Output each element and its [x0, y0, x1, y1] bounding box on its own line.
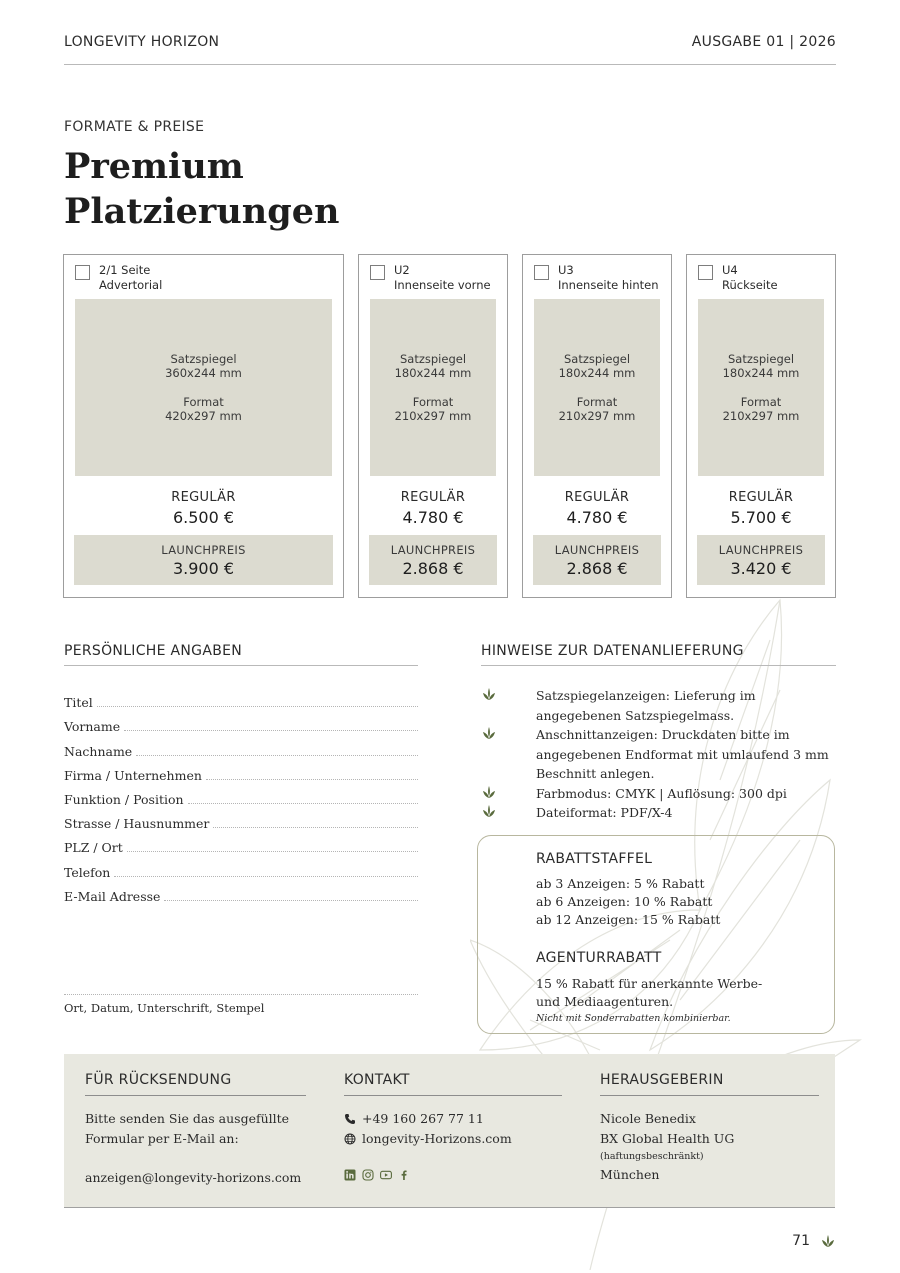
- phone-icon: [344, 1113, 356, 1125]
- contact-heading: KONTAKT: [344, 1072, 562, 1096]
- hints-heading: HINWEISE ZUR DATENANLIEFERUNG: [481, 643, 836, 666]
- launch-price-box: LAUNCHPREIS 2.868 €: [533, 535, 661, 585]
- select-checkbox[interactable]: [370, 265, 385, 280]
- page-number: [792, 1233, 836, 1249]
- card-label: 2/1 Seite Advertorial: [99, 263, 163, 292]
- regular-price: 4.780 €: [402, 508, 464, 527]
- youtube-icon[interactable]: [380, 1169, 392, 1181]
- leaf-bullet-icon: [481, 803, 497, 819]
- format-preview: Satzspiegel 360x244 mm Format 420x297 mm: [75, 299, 332, 476]
- card-label: U3 Innenseite hinten: [558, 263, 659, 292]
- hint-item: Farbmodus: CMYK | Auflösung: 300 dpi: [481, 784, 836, 804]
- page-title: [64, 144, 339, 234]
- publisher-legal-form: (haftungsbeschränkt): [600, 1151, 704, 1162]
- field-firma[interactable]: Firma / Unternehmen: [64, 759, 418, 783]
- field-telefon[interactable]: Telefon: [64, 855, 418, 879]
- personal-fields: [64, 686, 418, 904]
- card-label: U4 Rückseite: [722, 263, 778, 292]
- agency-note: Nicht mit Sonderrabatten kombinierbar.: [536, 1013, 731, 1024]
- regular-price: 5.700 €: [730, 508, 792, 527]
- phone-row[interactable]: [344, 1109, 562, 1129]
- publisher-name: Nicole Benedix: [600, 1111, 696, 1126]
- agency-line: 15 % Rabatt für anerkannte Werbe-: [536, 976, 763, 991]
- magazine-name: LONGEVITY HORIZON: [64, 34, 220, 50]
- website-link: longevity-Horizons.com: [362, 1131, 512, 1146]
- format-preview: Satzspiegel 180x244 mm Format 210x297 mm: [698, 299, 824, 476]
- launch-price-box: LAUNCHPREIS 3.900 €: [74, 535, 333, 585]
- facebook-icon[interactable]: [398, 1169, 410, 1181]
- format-preview: Satzspiegel 180x244 mm Format 210x297 mm: [534, 299, 660, 476]
- launch-price-box: LAUNCHPREIS 3.420 €: [697, 535, 825, 585]
- regular-label: REGULÄR: [564, 490, 630, 505]
- return-heading: FÜR RÜCKSENDUNG: [85, 1072, 306, 1096]
- publisher-heading: HERAUSGEBERIN: [600, 1072, 819, 1096]
- return-text: Formular per E-Mail an:: [85, 1131, 239, 1146]
- phone-number: +49 160 267 77 11: [362, 1111, 484, 1126]
- signature-line[interactable]: [64, 994, 418, 995]
- field-plz-ort[interactable]: PLZ / Ort: [64, 831, 418, 855]
- return-column: [85, 1072, 306, 1188]
- format-card-u2[interactable]: [358, 254, 508, 598]
- instagram-icon[interactable]: [362, 1169, 374, 1181]
- website-row[interactable]: [344, 1129, 562, 1149]
- regular-label: REGULÄR: [400, 490, 466, 505]
- page-number-text: 71: [792, 1233, 810, 1249]
- launch-price-box: LAUNCHPREIS 2.868 €: [369, 535, 497, 585]
- regular-label: REGULÄR: [171, 490, 236, 505]
- agency-heading: AGENTURRABATT: [536, 950, 662, 966]
- regular-label: REGULÄR: [728, 490, 794, 505]
- field-nachname[interactable]: Nachname: [64, 734, 418, 758]
- personal-heading: PERSÖNLICHE ANGABEN: [64, 643, 418, 666]
- field-strasse[interactable]: Strasse / Hausnummer: [64, 807, 418, 831]
- format-preview: Satzspiegel 180x244 mm Format 210x297 mm: [370, 299, 496, 476]
- return-text: Bitte senden Sie das ausgefüllte: [85, 1111, 290, 1126]
- agency-line: und Mediaagenturen.: [536, 994, 674, 1009]
- format-card-advertorial[interactable]: [63, 254, 344, 598]
- publisher-company: BX Global Health UG: [600, 1131, 735, 1146]
- section-kicker: FORMATE & PREISE: [64, 119, 205, 135]
- footer-panel: [64, 1054, 835, 1208]
- format-card-u4[interactable]: [686, 254, 836, 598]
- globe-icon: [344, 1133, 356, 1145]
- regular-price: 6.500 €: [172, 508, 235, 527]
- select-checkbox[interactable]: [75, 265, 90, 280]
- rabatt-line: ab 12 Anzeigen: 15 % Rabatt: [536, 912, 721, 927]
- field-titel[interactable]: Titel: [64, 686, 418, 710]
- title-line-2: Platzierungen: [64, 191, 340, 232]
- signature-label: Ort, Datum, Unterschrift, Stempel: [64, 1001, 265, 1015]
- issue-label: AUSGABE 01 | 2026: [691, 34, 836, 50]
- title-line-1: Premium: [64, 146, 244, 187]
- contact-column: [344, 1072, 562, 1181]
- field-email[interactable]: E-Mail Adresse: [64, 880, 418, 904]
- hint-item: Dateiformat: PDF/X-4: [481, 803, 836, 823]
- social-icons: [344, 1169, 562, 1181]
- discount-box: [477, 835, 835, 1034]
- regular-price: 4.780 €: [566, 508, 628, 527]
- format-card-u3[interactable]: [522, 254, 672, 598]
- hints-list: [481, 686, 836, 823]
- leaf-bullet-icon: [481, 784, 497, 800]
- linkedin-icon[interactable]: [344, 1169, 356, 1181]
- field-funktion[interactable]: Funktion / Position: [64, 783, 418, 807]
- leaf-bullet-icon: [481, 686, 497, 702]
- leaf-bullet-icon: [481, 725, 497, 741]
- rabatt-line: ab 3 Anzeigen: 5 % Rabatt: [536, 876, 705, 891]
- publisher-city: München: [600, 1167, 660, 1182]
- page-header: [64, 34, 836, 65]
- hint-item: Anschnittanzeigen: Druckdaten bitte im angegebenen Endformat mit umlaufend 3 mm Beschnitt anlegen.: [481, 725, 836, 784]
- hint-item: Satzspiegelanzeigen: Lieferung im angegebenen Satzspiegelmass.: [481, 686, 836, 725]
- select-checkbox[interactable]: [698, 265, 713, 280]
- field-vorname[interactable]: Vorname: [64, 710, 418, 734]
- leaf-logo-icon: [820, 1233, 836, 1249]
- select-checkbox[interactable]: [534, 265, 549, 280]
- publisher-column: [600, 1072, 819, 1185]
- card-label: U2 Innenseite vorne: [394, 263, 491, 292]
- return-email-link[interactable]: anzeigen@longevity-horizons.com: [85, 1170, 302, 1185]
- rabatt-line: ab 6 Anzeigen: 10 % Rabatt: [536, 894, 713, 909]
- rabatt-heading: RABATTSTAFFEL: [536, 851, 653, 867]
